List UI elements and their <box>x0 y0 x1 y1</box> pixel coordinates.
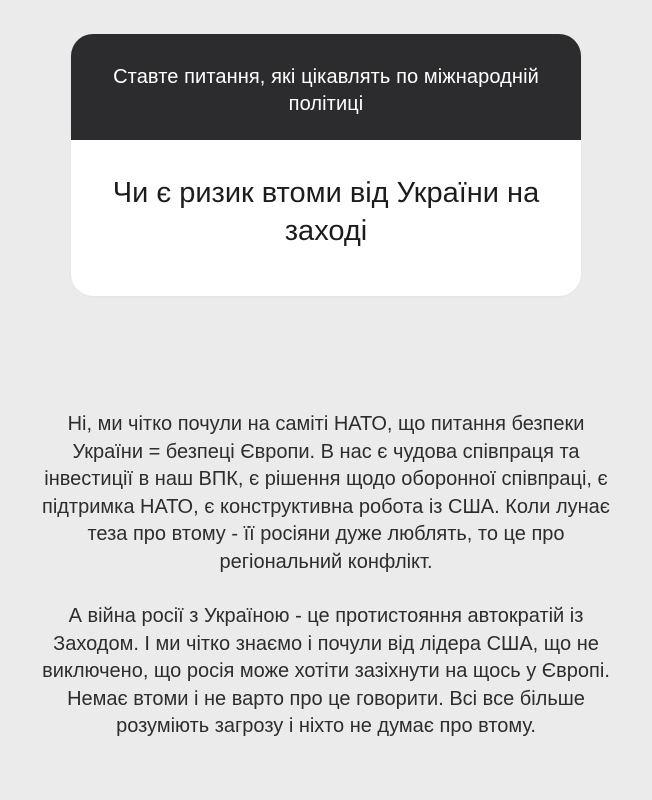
answer-paragraph-2: А війна росії з Україною - це протистояння автократій із Заходом. І ми чітко знаємо і почули від лідера США, що не виключено, що росія може хотіти зазіхнути на щось у Європі. Немає втоми і не варто про це говорити. Всі все більше розуміють загрозу і ніхто не думає про втому. <box>42 605 610 737</box>
question-prompt-header: Ставте питання, які цікавлять по міжнародній політиці <box>71 34 581 140</box>
question-sticker-card <box>71 34 581 296</box>
question-text: Чи є ризик втоми від України на заході <box>112 177 540 247</box>
answer-text-block <box>40 411 612 741</box>
answer-paragraph-1: Ні, ми чітко почули на саміті НАТО, що питання безпеки України = безпеці Європи. В нас є чудова співпраця та інвестиції в наш ВПК, є рішення щодо оборонної співпраці, є підтримка НАТО, є конструктивна робота із США. Коли лунає теза про втому - її росіяни дуже люблять, то це про регіональний конфлікт. <box>41 413 611 573</box>
